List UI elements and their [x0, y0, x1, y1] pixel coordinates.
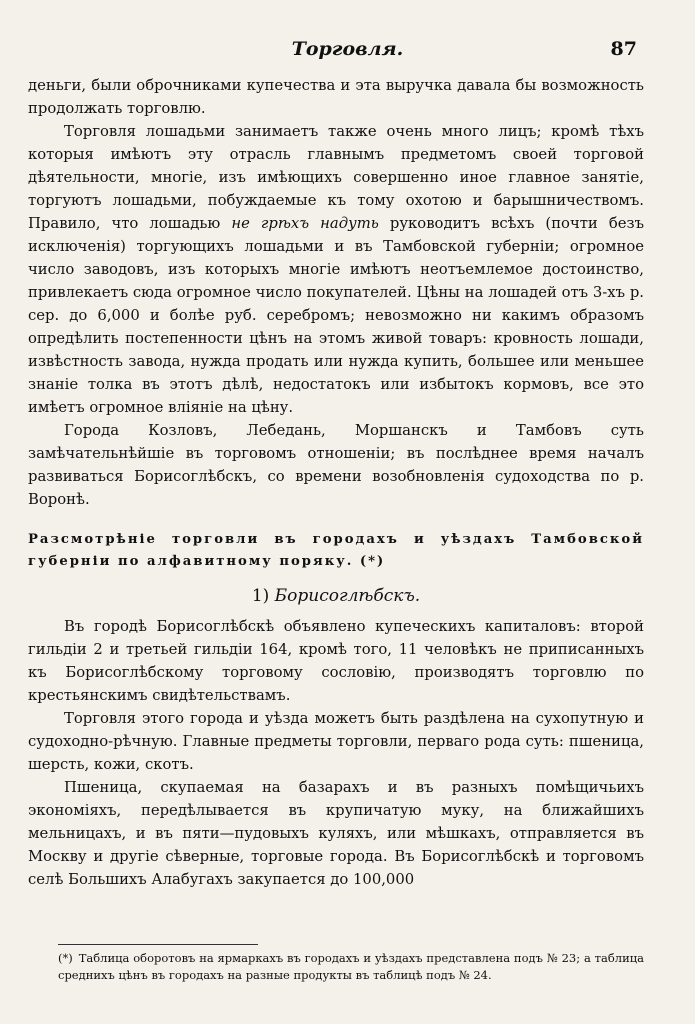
paragraph-cities: Города Козловъ, Лебедань, Моршанскъ и Тамбовъ суть замѣчательнѣйшіе въ торговомъ отношеніи; въ послѣднее время началъ развиваться Борисоглѣбскъ, со времени возобновленія судоходства по р. Воронѣ. — [28, 422, 644, 508]
footnote-divider — [58, 944, 258, 945]
paragraph-text: руководитъ всѣхъ (почти безъ исключенія) торгующихъ лошадьми и въ Тамбовской губерніи; огромное число заводовъ, изъ которыхъ многіе имѣютъ неотъемлемое достоинство, привлекаетъ сюда огромное число покупателей. Цѣны на лошадей отъ 3-хъ р. сер. до 6,000 и болѣе руб. серебромъ; невозможно ни какимъ образомъ опредѣлить постепенности цѣнъ на этомъ живой товаръ: кровность лошади, извѣстность завода, нужда продать или нужда купить, большее или меньшее знаніе толка въ этотъ дѣлѣ, недостатокъ или избытокъ кормовъ, все это имѣетъ огромное вліяніе на цѣну. — [28, 215, 644, 416]
footnote — [58, 950, 644, 984]
subsection-heading — [28, 583, 644, 609]
paragraph-wheat: Пшеница, скупаемая на базарахъ и въ разныхъ помѣщичьихъ экономіяхъ, передѣлывается въ крупичатую муку, на ближайшихъ мельницахъ, и въ пяти—пудовыхъ куляхъ, или мѣшкахъ, отправляется въ Москву и другіе сѣверные, торговые города. Въ Борисоглѣбскѣ и торговомъ селѣ Большихъ Алабугахъ закупается до 100,000 — [28, 779, 644, 888]
section-heading — [28, 529, 644, 573]
running-title: Торговля. — [291, 38, 404, 60]
page-header — [0, 38, 695, 62]
page-number: 87 — [610, 38, 637, 60]
subsection-title: Борисоглѣбскъ. — [274, 586, 421, 606]
paragraph-continuation: деньги, были оброчниками купечества и эта выручка давала бы возможность продолжать торговлю. — [28, 77, 644, 117]
italic-phrase: не грѣхъ надуть — [231, 215, 379, 232]
paragraph-trade-types: Торговля этого города и уѣзда можетъ быть раздѣлена на сухопутную и судоходно-рѣчную. Главные предметы торговли, перваго рода суть: пшеница, шерсть, кожи, скотъ. — [28, 710, 644, 773]
paragraph-merchants: Въ городѣ Борисоглѣбскѣ объявлено купеческихъ капиталовъ: второй гильдіи 2 и третьей гильдіи 164, кромѣ того, 11 человѣкъ не приписанныхъ къ Борисоглѣбскому торговому сословію, производятъ торговлю по крестьянскимъ свидѣтельствамъ. — [28, 618, 644, 704]
paragraph-text: Торговля лошадьми занимаетъ также очень много лицъ; кромѣ тѣхъ которыя имѣютъ эту отрасль главнымъ предметомъ своей торговой дѣятельности, многіе, изъ имѣющихъ совершенно иное главное занятіе, торгуютъ лошадьми, побуждаемые къ тому охотою и барышничествомъ. Правило, что лошадью — [28, 123, 644, 232]
footnote-reference: (*) — [359, 554, 386, 569]
subsection-number: 1) — [251, 586, 270, 606]
main-text — [28, 74, 644, 891]
footnote-mark: (*) — [58, 951, 73, 965]
section-heading-text: Разсмотрѣніе торговли въ городахъ и уѣздахъ Тамбовской губерніи по алфавитному поряку. — [28, 532, 644, 569]
footnote-text: Таблица оборотовъ на ярмаркахъ въ городахъ и уѣздахъ представлена подъ № 23; а таблица среднихъ цѣнъ въ городахъ на разные продукты въ таблицѣ подъ № 24. — [58, 951, 644, 982]
paragraph-horse-trade — [28, 120, 644, 419]
